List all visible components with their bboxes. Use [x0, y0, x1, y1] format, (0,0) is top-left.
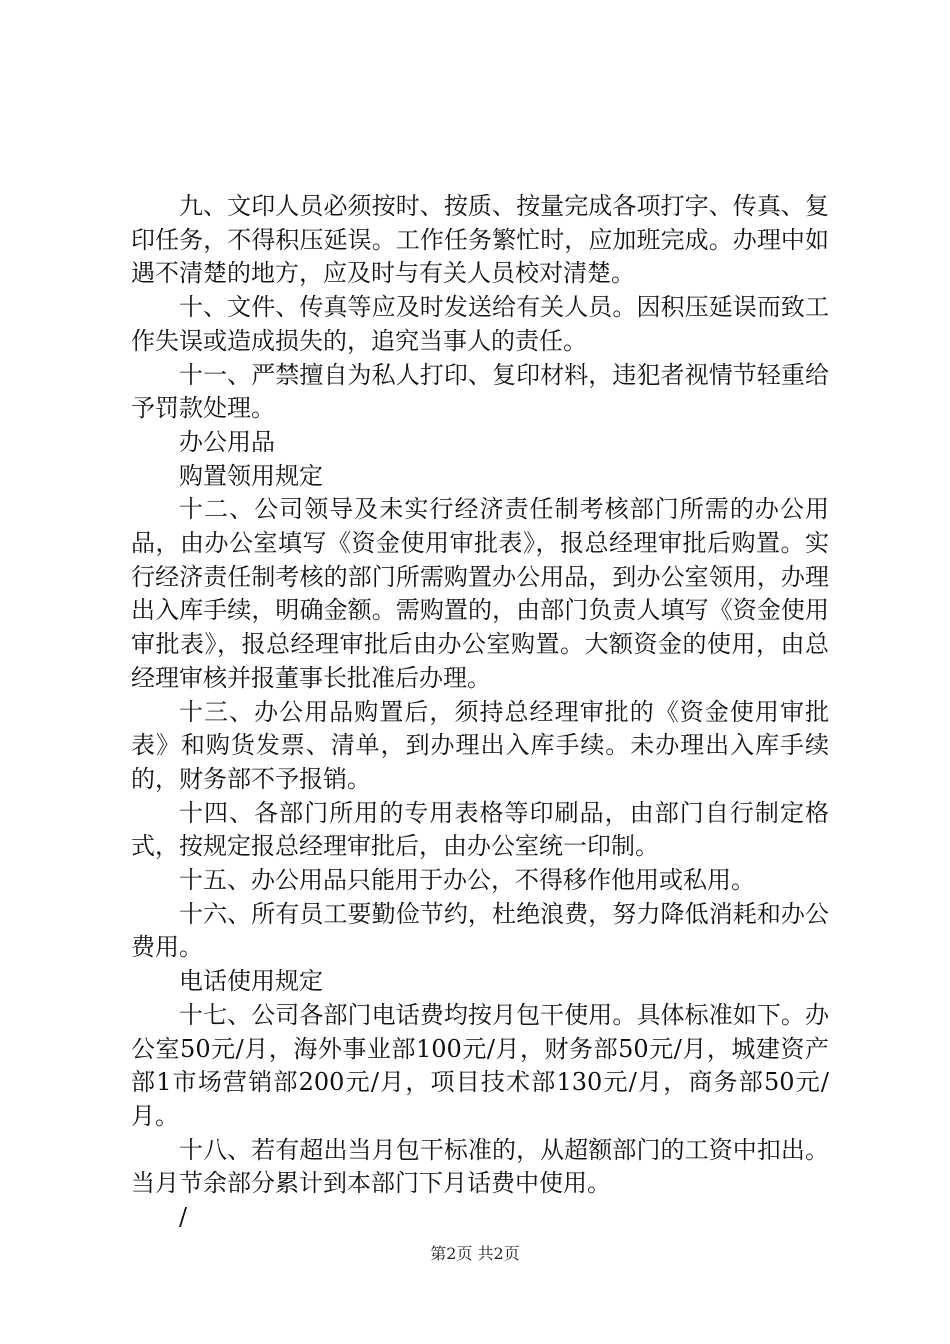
paragraph-item-18: 十八、若有超出当月包干标准的，从超额部门的工资中扣出。当月节余部分累计到本部门下月话费中使用。	[131, 1135, 829, 1198]
trailing-slash-mark: /	[179, 1203, 188, 1232]
page-number-footer: 第2页 共2页	[430, 1244, 520, 1263]
paragraph-item-14: 十四、各部门所用的专用表格等印刷品，由部门自行制定格式，按规定报总经理审批后，由办公室统一印制。	[131, 798, 829, 861]
document-body	[131, 190, 829, 1235]
paragraph-item-15: 十五、办公用品只能用于办公，不得移作他用或私用。	[179, 866, 755, 895]
paragraph-item-12: 十二、公司领导及未实行经济责任制考核部门所需的办公用品，由办公室填写《资金使用审批表》，报总经理审批后购置。实行经济责任制考核的部门所需购置办公用品，到办公室领用，办理出入库手续，明确金额。需购置的，由部门负责人填写《资金使用审批表》，报总经理审批后由办公室购置。大额资金的使用，由总经理审核并报董事长批准后办理。	[131, 495, 829, 692]
paragraph-item-16: 十六、所有员工要勤俭节约，杜绝浪费，努力降低消耗和办公费用。	[131, 899, 829, 962]
section-heading-phone-rules: 电话使用规定	[179, 967, 323, 996]
paragraph-item-13: 十三、办公用品购置后，须持总经理审批的《资金使用审批表》和购货发票、清单，到办理出入库手续。未办理出入库手续的，财务部不予报销。	[131, 697, 829, 793]
paragraph-item-17: 十七、公司各部门电话费均按月包干使用。具体标准如下。办公室50元/月，海外事业部100元/月，财务部50元/月，城建资产部1市场营销部200元/月，项目技术部130元/月，商务部50元/月。	[131, 1000, 829, 1130]
paragraph-item-9: 九、文印人员必须按时、按质、按量完成各项打字、传真、复印任务，不得积压延误。工作任务繁忙时，应加班完成。办理中如遇不清楚的地方，应及时与有关人员校对清楚。	[131, 192, 829, 288]
paragraph-item-10: 十、文件、传真等应及时发送给有关人员。因积压延误而致工作失误或造成损失的，追究当事人的责任。	[131, 293, 829, 355]
section-heading-office-supplies: 办公用品	[179, 427, 275, 456]
paragraph-item-11: 十一、严禁擅自为私人打印、复印材料，违犯者视情节轻重给予罚款处理。	[131, 360, 829, 423]
section-heading-purchase-rules: 购置领用规定	[179, 461, 323, 490]
